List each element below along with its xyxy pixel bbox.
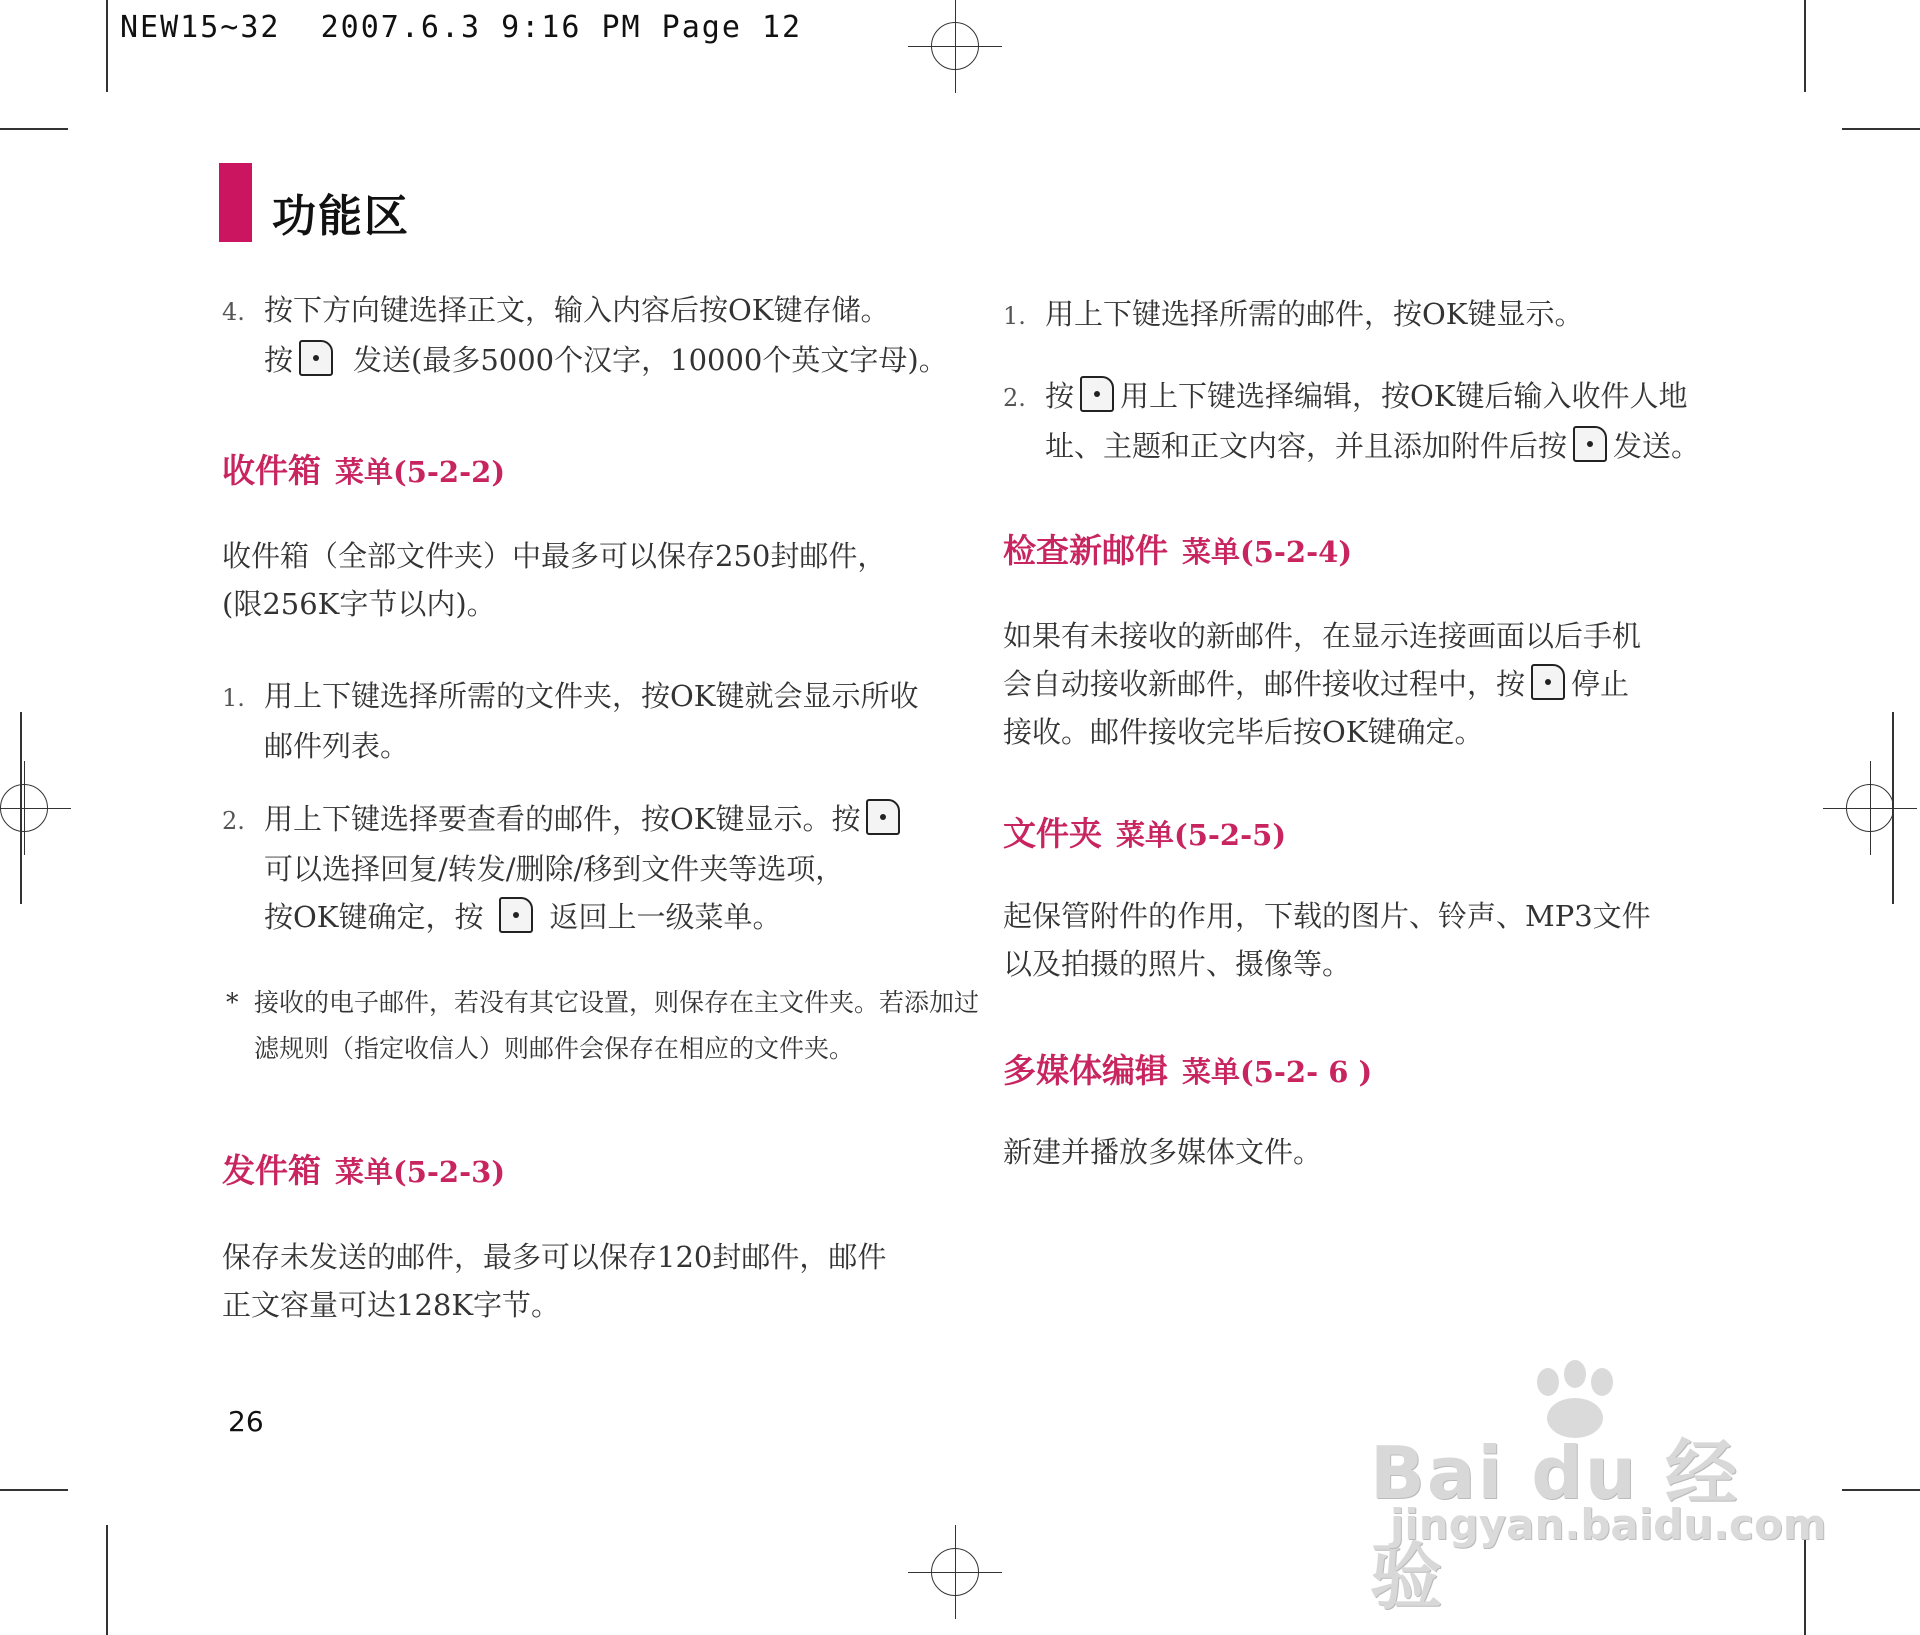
check-mail-description <box>1003 612 1641 756</box>
inbox-desc-line-2: (限256K字节以内)。 <box>222 587 496 621</box>
watermark-url: jingyan.baidu.com <box>1390 1500 1827 1549</box>
crop-mark-br-h <box>1842 1489 1920 1491</box>
mms-menu-code: 菜单(5-2- 6 ) <box>1182 1055 1373 1089</box>
mms-description <box>1003 1128 1322 1176</box>
section-heading-outbox <box>222 1145 505 1192</box>
message-step-2-line-2-pre: 址、主题和正文内容，并且添加附件后按 <box>1045 429 1568 463</box>
mms-title: 多媒体编辑 <box>1003 1051 1168 1090</box>
outbox-title: 发件箱 <box>222 1151 321 1190</box>
crop-mark-bl-h <box>0 1489 68 1491</box>
title-accent-bar <box>219 163 252 242</box>
folder-title: 文件夹 <box>1003 814 1102 853</box>
page-title: 功能区 <box>272 191 410 242</box>
intro-line-2-post: 发送(最多5000个汉字，10000个英文字母)。 <box>353 343 948 377</box>
check-mail-menu-code: 菜单(5-2-4) <box>1182 535 1353 569</box>
note-line-1: 接收的电子邮件，若没有其它设置，则保存在主文件夹。若添加过 <box>254 988 980 1017</box>
crop-mark-tl-v <box>106 0 108 92</box>
message-step-2-line-1-pre: 按 <box>1045 379 1075 413</box>
inbox-step-1 <box>222 672 918 770</box>
baidu-watermark <box>1360 1360 1827 1619</box>
message-step-1 <box>1003 290 1583 340</box>
folder-desc-line-1: 起保管附件的作用，下载的图片、铃声、MP3文件 <box>1003 899 1651 933</box>
step-number: 1. <box>1003 302 1026 330</box>
inbox-step-2 <box>222 795 906 941</box>
folder-menu-code: 菜单(5-2-5) <box>1116 818 1287 852</box>
check-mail-title: 检查新邮件 <box>1003 531 1168 570</box>
folder-desc-line-2: 以及拍摄的照片、摄像等。 <box>1003 947 1352 981</box>
message-step-2 <box>1003 372 1700 470</box>
inbox-description <box>222 532 886 628</box>
crop-mark-tr-h <box>1842 128 1920 130</box>
outbox-desc-line-2: 正文容量可达128K字节。 <box>222 1288 561 1322</box>
intro-step-4 <box>222 286 948 384</box>
mms-desc-line-1: 新建并播放多媒体文件。 <box>1003 1135 1323 1169</box>
ok-key-icon <box>299 340 333 376</box>
step-number: 4. <box>222 298 245 326</box>
inbox-note <box>226 980 979 1072</box>
ok-key-icon <box>1080 376 1114 412</box>
outbox-menu-code: 菜单(5-2-3) <box>335 1155 506 1189</box>
step-number: 2. <box>1003 384 1026 412</box>
crop-mark-tl-h <box>0 128 68 130</box>
registration-mark-left <box>0 784 48 832</box>
check-desc-line-2-post: 停止 <box>1571 667 1630 701</box>
registration-mark-bottom <box>931 1548 979 1596</box>
inbox-step-1-line-2: 邮件列表。 <box>264 729 410 763</box>
crop-mark-tr-v <box>1804 0 1806 92</box>
watermark-brand: Bai du 经验 <box>1370 1431 1740 1619</box>
step-number: 2. <box>222 807 245 835</box>
note-line-2: 滤规则（指定收信人）则邮件会保存在相应的文件夹。 <box>254 1034 855 1063</box>
inbox-step-2-line-1: 用上下键选择要查看的邮件，按OK键显示。按 <box>264 802 861 836</box>
ok-key-icon <box>1531 664 1565 700</box>
section-heading-check-mail <box>1003 525 1352 572</box>
inbox-step-2-line-3-pre: 按OK键确定，按 <box>264 900 484 934</box>
check-desc-line-3: 接收。邮件接收完毕后按OK键确定。 <box>1003 715 1484 749</box>
message-step-2-line-1-post: 用上下键选择编辑，按OK键后输入收件人地 <box>1120 379 1688 413</box>
ok-key-icon <box>499 897 533 933</box>
inbox-menu-code: 菜单(5-2-2) <box>335 455 506 489</box>
registration-mark-right <box>1846 784 1894 832</box>
section-heading-folder <box>1003 808 1286 855</box>
ok-key-icon <box>1573 426 1607 462</box>
folder-description <box>1003 892 1651 988</box>
check-desc-line-2-pre: 会自动接收新邮件，邮件接收过程中，按 <box>1003 667 1526 701</box>
inbox-step-2-line-2: 可以选择回复/转发/删除/移到文件夹等选项， <box>264 852 845 886</box>
page-number: 26 <box>228 1405 264 1438</box>
outbox-desc-line-1: 保存未发送的邮件，最多可以保存120封邮件，邮件 <box>222 1240 887 1274</box>
print-slug: NEW15~32 2007.6.3 9:16 PM Page 12 <box>120 10 803 45</box>
crop-mark-bl-v <box>106 1525 108 1635</box>
intro-line-1: 按下方向键选择正文，输入内容后按OK键存储。 <box>264 293 890 327</box>
step-number: 1. <box>222 684 245 712</box>
ok-key-icon <box>866 799 900 835</box>
inbox-step-1-line-1: 用上下键选择所需的文件夹，按OK键就会显示所收 <box>264 679 919 713</box>
message-step-2-line-2-post: 发送。 <box>1613 429 1701 463</box>
section-heading-mms <box>1003 1045 1372 1092</box>
registration-mark-top <box>931 22 979 70</box>
inbox-desc-line-1: 收件箱（全部文件夹）中最多可以保存250封邮件， <box>222 539 887 573</box>
message-step-1-text: 用上下键选择所需的邮件，按OK键显示。 <box>1045 297 1584 331</box>
inbox-title: 收件箱 <box>222 451 321 490</box>
intro-line-2-pre: 按 <box>264 343 294 377</box>
check-desc-line-1: 如果有未接收的新邮件，在显示连接画面以后手机 <box>1003 619 1642 653</box>
outbox-description <box>222 1233 886 1329</box>
note-asterisk: * <box>226 988 239 1017</box>
inbox-step-2-line-3-post: 返回上一级菜单。 <box>549 900 782 934</box>
section-heading-inbox <box>222 445 505 492</box>
